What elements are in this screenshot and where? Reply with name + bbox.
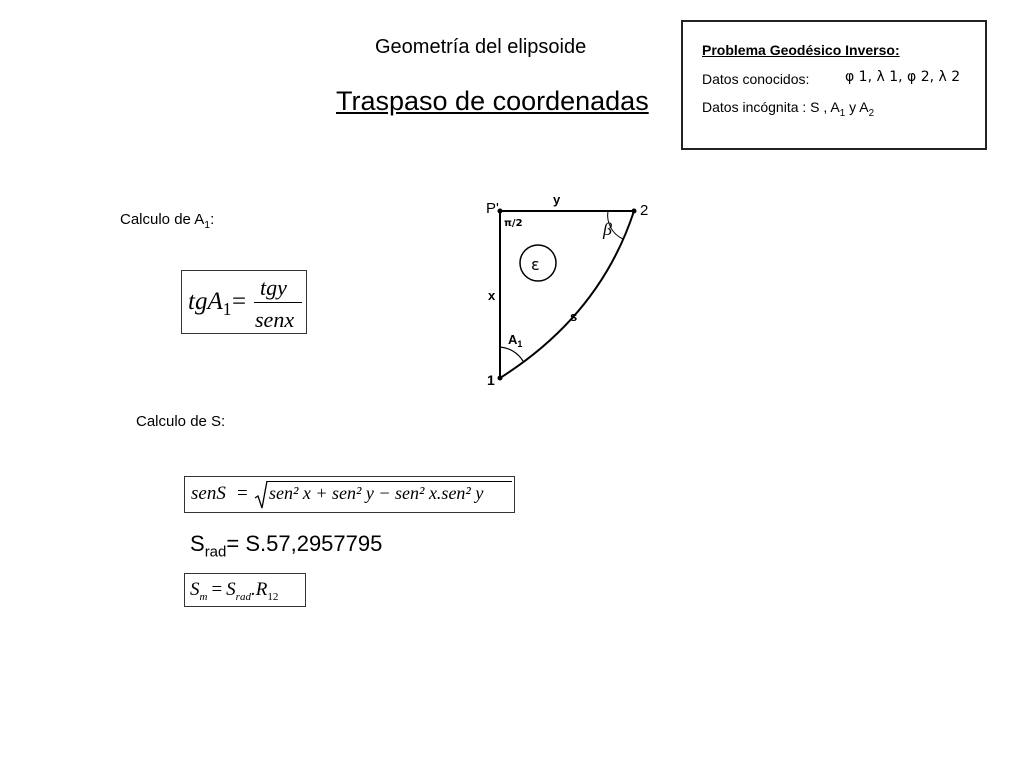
label-x: x (488, 288, 496, 303)
sqrt-sign-icon (254, 480, 268, 510)
sm-rhs1-sub: rad (235, 590, 251, 603)
formula-sm (184, 573, 306, 607)
page-title: Traspaso de coordenadas (336, 86, 649, 116)
label-a1-sub: 1 (517, 339, 523, 349)
label-a1-text: A (508, 332, 518, 347)
label-s: s (570, 309, 578, 324)
tga1-lhs-text: tgA (188, 288, 223, 315)
sm-rhs2-sub: 12 (267, 590, 279, 603)
tga1-numerator: tgy (260, 275, 287, 300)
label-1: 1 (487, 372, 495, 388)
side-s-curve (500, 211, 634, 378)
srad-s: S (190, 531, 205, 556)
formula-sens (184, 476, 515, 513)
tga1-eq: = (232, 288, 247, 315)
calc-a1-label-text: Calculo de A (120, 211, 205, 228)
tga1-fraction-bar (254, 302, 302, 303)
point-2 (632, 209, 637, 214)
sm-rhs1: S (226, 579, 236, 600)
unknown-data-label: Datos incógnita : S , A (702, 99, 840, 115)
label-y: y (553, 192, 561, 207)
formula-tga1 (181, 270, 307, 334)
calc-a1-label-sub: 1 (204, 219, 211, 231)
label-p: P' (486, 200, 499, 217)
unknown-mid: y A (845, 99, 869, 115)
sm-eq: = (211, 579, 223, 600)
sens-lhs: senS (191, 483, 226, 504)
unknown-sub-1: 1 (839, 107, 846, 119)
calc-a1-label-suffix: : (210, 211, 215, 228)
sm-rhs2: .R (250, 579, 268, 600)
unknown-data-line (702, 99, 874, 119)
label-2: 2 (640, 202, 649, 219)
srad-line (190, 531, 382, 560)
problem-heading: Problema Geodésico Inverso: (702, 42, 900, 58)
sens-radicand: sen² x + sen² y − sen² x.sen² y (269, 483, 484, 503)
srad-sub: rad (204, 543, 227, 561)
sm-lhs: S (190, 579, 200, 600)
point-1 (498, 376, 503, 381)
tga1-denominator: senx (255, 307, 295, 332)
unknown-sub-2: 2 (868, 107, 875, 119)
sm-lhs-sub: m (199, 590, 208, 603)
problem-info-box (681, 20, 987, 150)
label-epsilon: ε (531, 255, 540, 274)
known-data-label: Datos conocidos: (702, 71, 810, 87)
label-pi-half: π/2 (504, 218, 523, 229)
subject-title: Geometría del elipsoide (375, 36, 587, 58)
known-data-values: φ 1, λ 1, φ 2, λ 2 (845, 69, 961, 85)
sm-expression (190, 579, 278, 603)
spherical-triangle-diagram (480, 185, 660, 395)
formula-tga1-lhs (188, 288, 231, 320)
srad-rest: = S.57,2957795 (226, 531, 383, 556)
label-a1 (508, 332, 522, 349)
calc-s-label: Calculo de S: (136, 413, 226, 430)
label-beta: β (603, 219, 612, 239)
sqrt-overline (267, 481, 512, 482)
tga1-lhs-sub: 1 (222, 299, 232, 319)
angle-a1-arc (500, 347, 523, 361)
calc-a1-label (120, 211, 214, 231)
sens-eq: = (237, 483, 248, 504)
